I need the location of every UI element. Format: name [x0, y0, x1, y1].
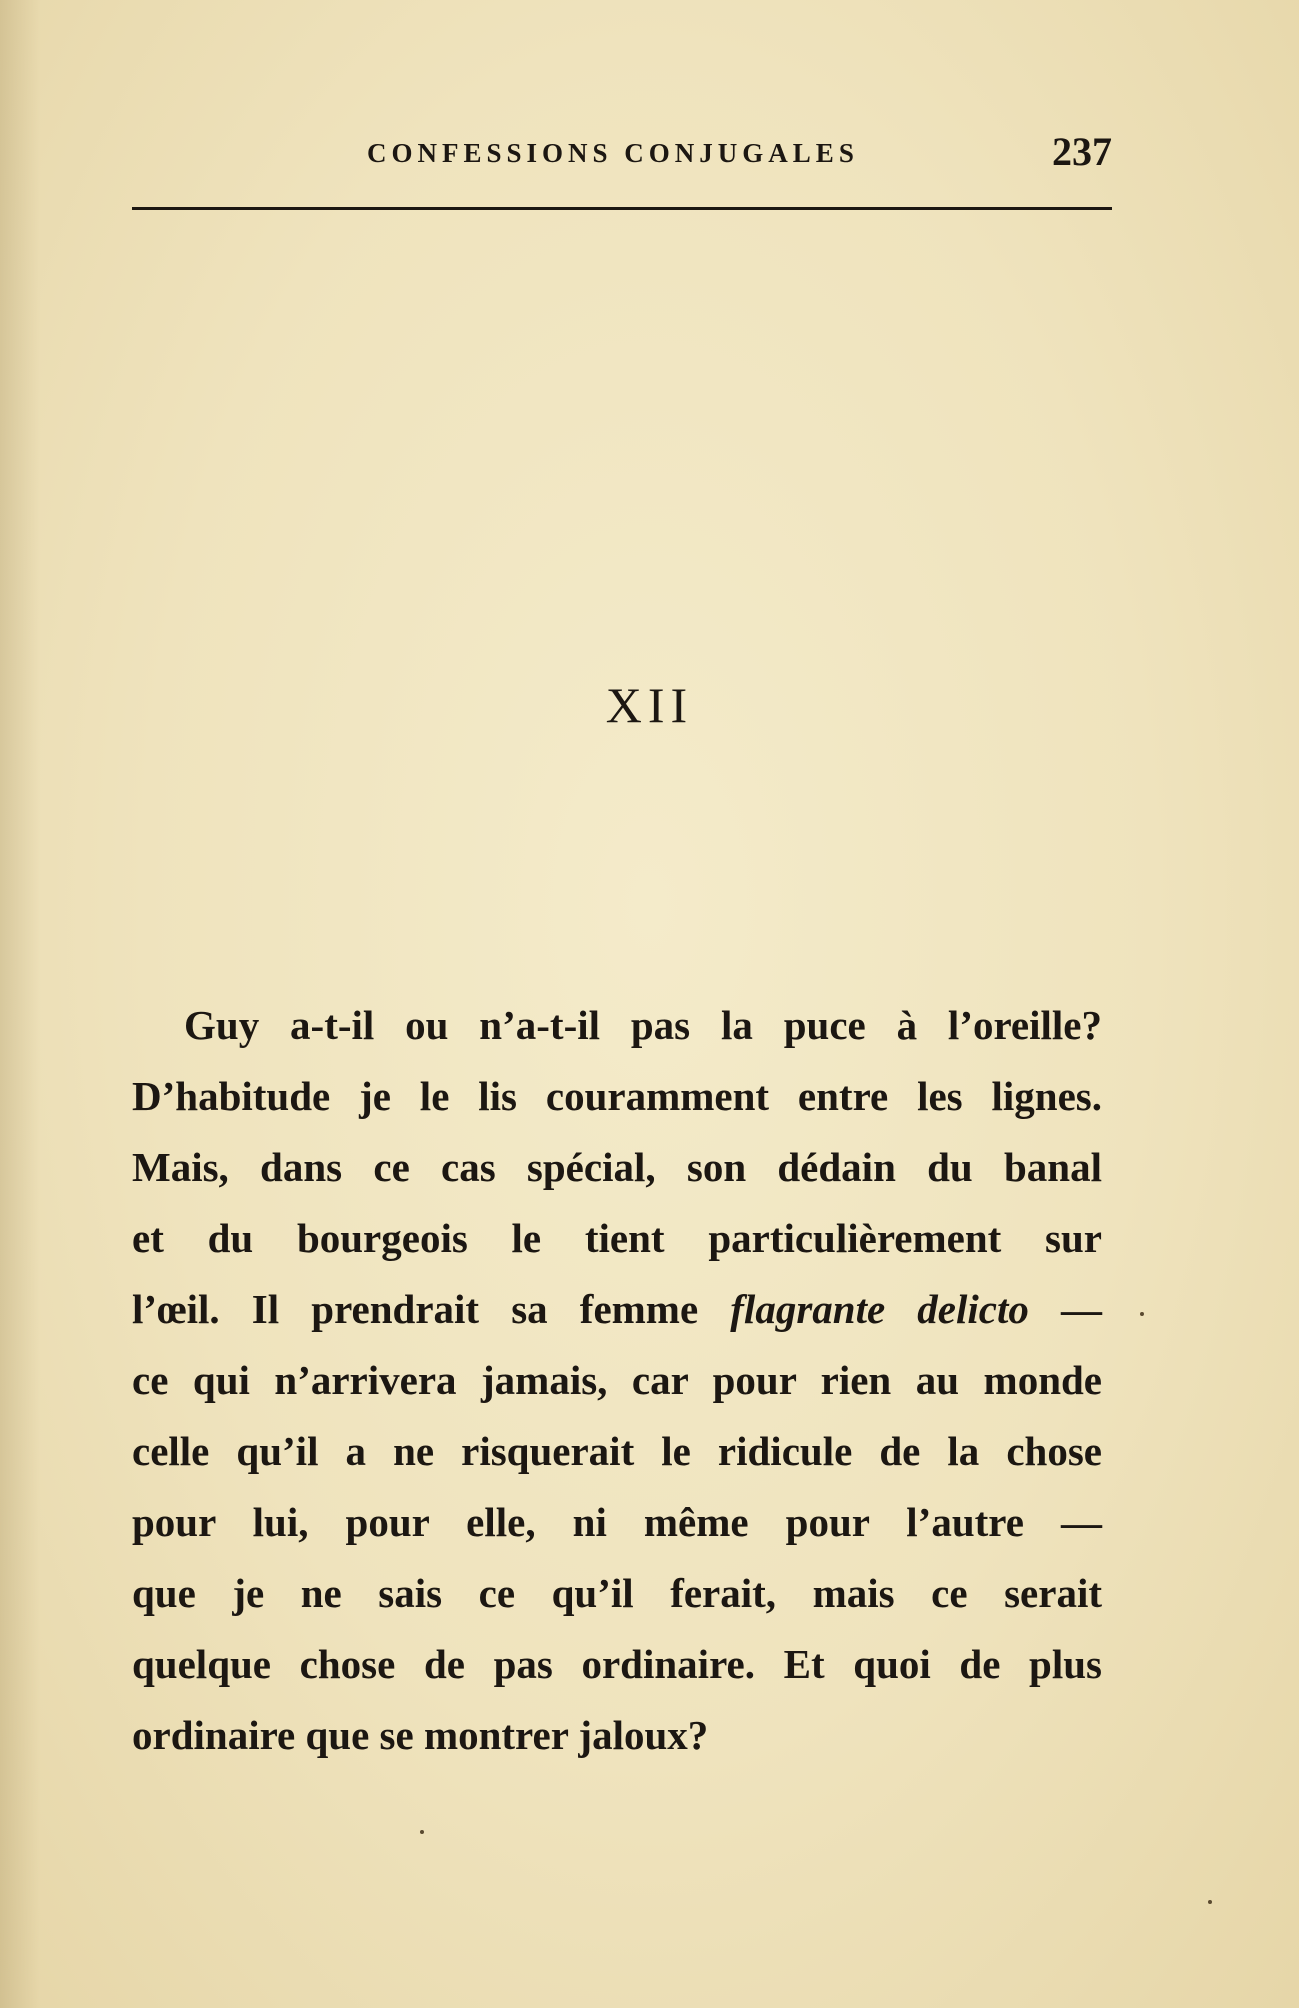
running-head [132, 128, 1112, 178]
paragraph [132, 990, 1102, 1771]
page-edge-shadow [0, 0, 40, 2008]
text-line: pour lui, pour elle, ni même pour l’autre — [132, 1499, 1102, 1545]
text-line: celle qu’il a ne risquerait le ridicule de la chose [132, 1428, 1102, 1474]
paper-speck [420, 1830, 424, 1834]
italic-phrase: flagrante delicto [730, 1286, 1029, 1332]
text-line: quelque chose de pas ordinaire. Et quoi de plus [132, 1641, 1102, 1687]
running-title: CONFESSIONS CONJUGALES [367, 138, 859, 168]
text-line: Mais, dans ce cas spécial, son dédain du banal [132, 1144, 1102, 1190]
page-number: 237 [1052, 129, 1112, 174]
text-line: et du bourgeois le tient particulièrement sur [132, 1215, 1102, 1261]
text-line: ce qui n’arrivera jamais, car pour rien au monde [132, 1357, 1102, 1403]
text-line: ordinaire que se montrer jaloux? [132, 1712, 709, 1758]
text-line: que je ne sais ce qu’il ferait, mais ce serait [132, 1570, 1102, 1616]
header-rule [132, 207, 1112, 210]
paper-speck [1208, 1900, 1212, 1904]
text-line: D’habitude je le lis couramment entre les lignes. [132, 1073, 1102, 1119]
text-line: Guy a-t-il ou n’a-t-il pas la puce à l’oreille? [184, 1002, 1102, 1048]
paper-speck [1140, 1312, 1144, 1316]
text-line: l’œil. Il prendrait sa femme flagrante delicto — [132, 1286, 1102, 1332]
chapter-number: XII [605, 677, 694, 733]
